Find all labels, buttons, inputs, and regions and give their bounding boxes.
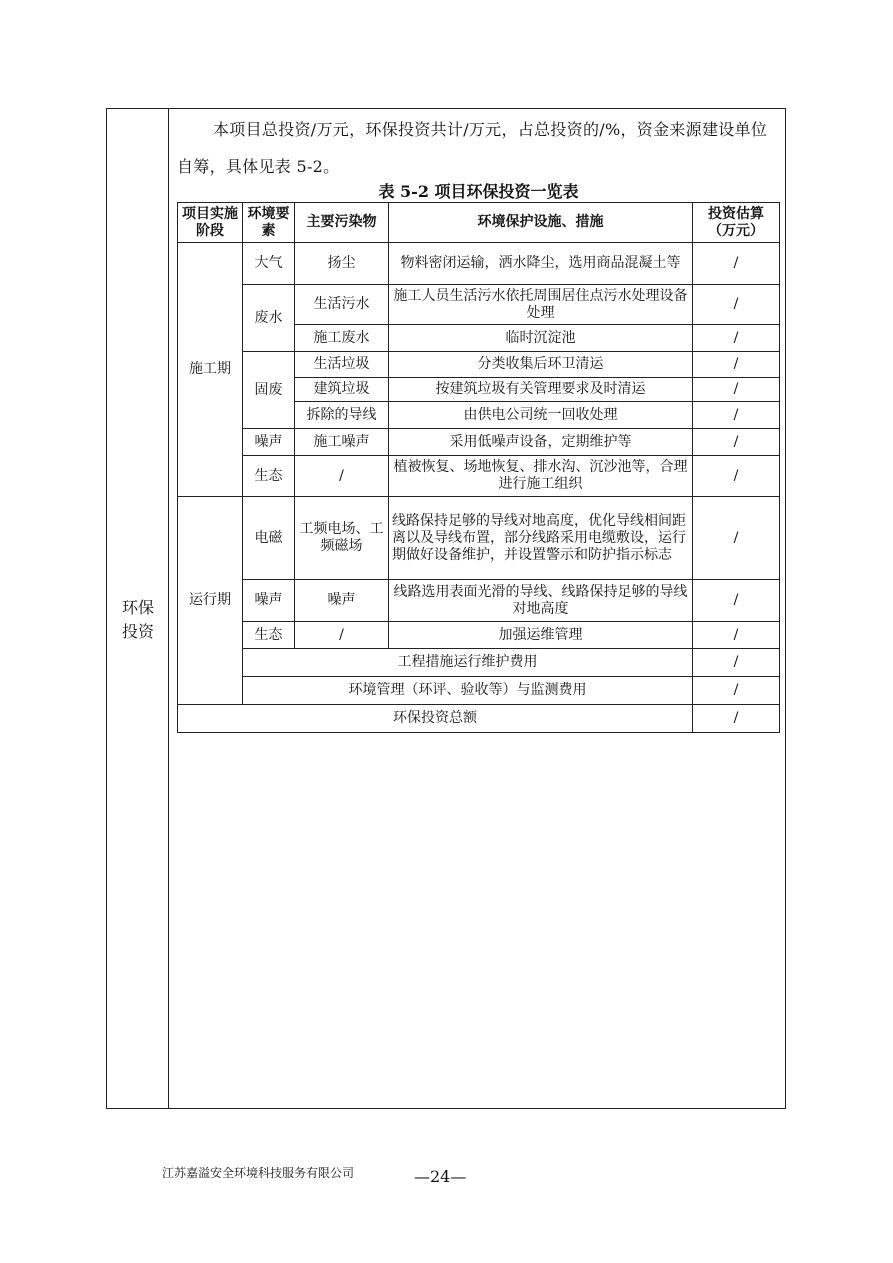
header-measures: 环境保护设施、措施	[389, 203, 693, 243]
element-cell: 固废	[243, 352, 295, 429]
investment-table	[177, 202, 780, 733]
cost-cell: /	[693, 677, 780, 705]
element-cell: 噪声	[243, 580, 295, 622]
footer-company: 江苏嘉溢安全环境科技服务有限公司	[162, 1166, 355, 1180]
side-label-line: 环保	[121, 598, 154, 617]
measures-cell: 物料密闭运输，洒水降尘，选用商品混凝土等	[389, 243, 693, 285]
cost-cell: /	[693, 352, 780, 378]
element-cell: 大气	[243, 243, 295, 285]
investment-paragraph: 本项目总投资/万元，环保投资共计/万元，占总投资的/%，资金来源建设单位自筹，具体见表 5-2。	[177, 120, 768, 176]
monitoring-label: 环境管理（环评、验收等）与监测费用	[243, 677, 693, 705]
measures-cell: 由供电公司统一回收处理	[389, 402, 693, 429]
page-frame	[106, 108, 786, 1109]
measures-cell: 分类收集后环卫清运	[389, 352, 693, 378]
measures-cell: 施工人员生活污水依托周围居住点污水处理设备处理	[389, 285, 693, 325]
header-stage: 项目实施阶段	[178, 203, 243, 243]
measures-cell: 线路选用表面光滑的导线、线路保持足够的导线对地高度	[389, 580, 693, 622]
cost-cell: /	[693, 325, 780, 352]
cost-cell: /	[693, 497, 780, 580]
pollutant-cell: 施工噪声	[295, 429, 389, 456]
header-element: 环境要素	[243, 203, 295, 243]
measures-cell: 采用低噪声设备，定期维护等	[389, 429, 693, 456]
element-cell: 废水	[243, 285, 295, 352]
table-row	[178, 622, 780, 649]
header-row	[178, 203, 780, 243]
pollutant-cell: /	[295, 456, 389, 497]
cost-cell: /	[693, 456, 780, 497]
cost-cell: /	[693, 580, 780, 622]
cost-cell: /	[693, 622, 780, 649]
measures-cell: 植被恢复、场地恢复、排水沟、沉沙池等，合理进行施工组织	[389, 456, 693, 497]
page-number: —24—	[414, 1167, 467, 1186]
pollutant-cell: 施工废水	[295, 325, 389, 352]
pollutant-cell: /	[295, 622, 389, 649]
pollutant-cell: 噪声	[295, 580, 389, 622]
element-cell: 噪声	[243, 429, 295, 456]
side-label-line: 投资	[121, 622, 154, 641]
measures-cell: 按建筑垃圾有关管理要求及时清运	[389, 378, 693, 402]
pollutant-cell: 工频电场、工频磁场	[295, 497, 389, 580]
cost-cell: /	[693, 243, 780, 285]
total-row	[178, 705, 780, 733]
element-cell: 电磁	[243, 497, 295, 580]
table-row	[178, 497, 780, 580]
table-row	[178, 649, 780, 677]
cost-cell: /	[693, 649, 780, 677]
table-row	[178, 580, 780, 622]
table-row	[178, 677, 780, 705]
measures-cell: 临时沉淀池	[389, 325, 693, 352]
pollutant-cell: 拆除的导线	[295, 402, 389, 429]
cost-cell: /	[693, 705, 780, 733]
pollutant-cell: 扬尘	[295, 243, 389, 285]
cost-cell: /	[693, 429, 780, 456]
header-pollutant: 主要污染物	[295, 203, 389, 243]
table-row	[178, 429, 780, 456]
pollutant-cell: 生活污水	[295, 285, 389, 325]
table-row	[178, 352, 780, 378]
measures-cell: 线路保持足够的导线对地高度，优化导线相间距离以及导线布置，部分线路采用电缆敷设，运行期做好设备维护，并设置警示和防护指示标志	[389, 497, 693, 580]
cost-cell: /	[693, 285, 780, 325]
side-column	[107, 109, 169, 1108]
element-cell: 生态	[243, 622, 295, 649]
cost-cell: /	[693, 402, 780, 429]
table-row	[178, 456, 780, 497]
cost-cell: /	[693, 378, 780, 402]
measures-cell: 加强运维管理	[389, 622, 693, 649]
table-caption: 表 5-2 项目环保投资一览表	[378, 182, 579, 201]
total-label: 环保投资总额	[178, 705, 693, 733]
stage-construction: 施工期	[178, 243, 243, 497]
table-row	[178, 243, 780, 285]
pollutant-cell: 建筑垃圾	[295, 378, 389, 402]
element-cell: 生态	[243, 456, 295, 497]
stage-operation: 运行期	[178, 497, 243, 705]
pollutant-cell: 生活垃圾	[295, 352, 389, 378]
maintenance-label: 工程措施运行维护费用	[243, 649, 693, 677]
table-row	[178, 285, 780, 325]
header-cost: 投资估算（万元）	[693, 203, 780, 243]
side-label	[107, 596, 169, 644]
